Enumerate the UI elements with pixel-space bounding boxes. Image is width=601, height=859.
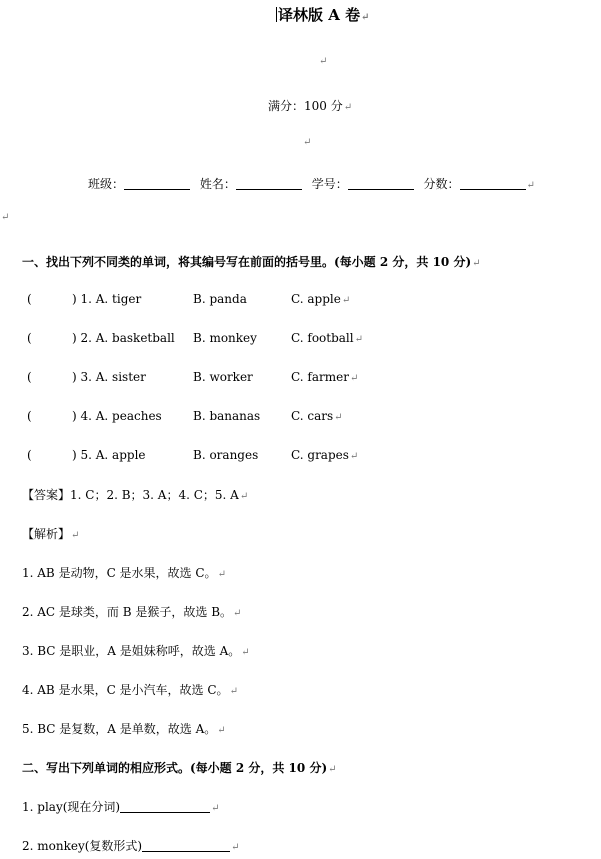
question-option-b: B. oranges [193, 448, 259, 462]
paragraph-mark-icon: ↵ [319, 56, 328, 67]
paragraph-mark-icon: ↵ [328, 764, 337, 775]
paragraph-mark-icon: ↵ [231, 842, 240, 853]
paragraph-mark-icon: ↵ [241, 647, 250, 658]
fill-item [22, 837, 240, 854]
paragraph-mark-icon: ↵ [229, 686, 238, 697]
student-info-line [88, 175, 535, 192]
paragraph-mark-icon: ↵ [211, 803, 220, 814]
paragraph-mark-icon: ↵ [526, 180, 535, 191]
section-1-heading-line [22, 253, 481, 270]
fill-blank[interactable] [120, 800, 210, 813]
paragraph-mark-icon: ↵ [303, 137, 312, 148]
paragraph-mark-icon: ↵ [1, 212, 10, 223]
fill-item-text: 2. monkey(复数形式) [22, 839, 143, 853]
question-option-c: C. apple [291, 292, 341, 306]
document-title-line [276, 4, 369, 25]
name-blank[interactable] [236, 177, 302, 190]
answer-paren-open: ( [27, 448, 32, 462]
paragraph-mark-icon: ↵ [354, 334, 363, 345]
question-option-a: ) 4. A. peaches [72, 409, 162, 423]
question-option-b: B. panda [193, 292, 247, 306]
section-1-heading: 一、找出下列不同类的单词，将其编号写在前面的括号里。(每小题 2 分，共 10 分) [22, 255, 472, 269]
question-row [0, 331, 601, 347]
class-blank[interactable] [124, 177, 190, 190]
question-option-c-line [291, 292, 350, 306]
analysis-label: 【解析】 [22, 527, 71, 541]
question-row [0, 409, 601, 425]
question-option-c-line [291, 409, 343, 423]
student-id-blank[interactable] [348, 177, 414, 190]
paragraph-mark-icon: ↵ [341, 295, 351, 306]
paragraph-mark-icon: ↵ [349, 451, 359, 462]
paragraph-mark-icon: ↵ [334, 412, 343, 423]
analysis-text: 5. BC 是复数，A 是单数，故选 A。 [22, 722, 217, 736]
analysis-label-line [22, 525, 79, 542]
question-row [0, 292, 601, 308]
question-option-b: B. worker [193, 370, 253, 384]
paragraph-mark-icon: ↵ [233, 608, 242, 619]
analysis-text: 1. AB 是动物，C 是水果，故选 C。 [22, 566, 217, 580]
score-blank[interactable] [460, 177, 526, 190]
paragraph-mark-icon: ↵ [343, 102, 353, 113]
paragraph-mark-icon: ↵ [361, 12, 370, 23]
paragraph-mark-icon: ↵ [217, 725, 226, 736]
analysis-item [22, 720, 226, 737]
analysis-text: 4. AB 是水果，C 是小汽车，故选 C。 [22, 683, 229, 697]
answer-paren-open: ( [27, 409, 32, 423]
question-option-c: C. cars [291, 409, 334, 423]
analysis-text: 2. AC 是球类，而 B 是猴子，故选 B。 [22, 605, 233, 619]
analysis-text: 3. BC 是职业，A 是姐妹称呼，故选 A。 [22, 644, 241, 658]
score-label: 分数： [423, 177, 460, 191]
question-option-c-line [291, 370, 358, 384]
answer-paren-open: ( [27, 370, 32, 384]
paragraph-mark-icon: ↵ [472, 258, 481, 269]
full-score-line [268, 97, 352, 114]
question-option-c: C. grapes [291, 448, 349, 462]
question-option-c-line [291, 448, 358, 462]
fill-item-text: 1. play(现在分词) [22, 800, 121, 814]
text-cursor [276, 7, 277, 22]
answer-paren-open: ( [27, 331, 32, 345]
question-option-b: B. monkey [193, 331, 257, 345]
question-option-a: ) 2. A. basketball [72, 331, 175, 345]
class-label: 班级： [88, 177, 125, 191]
name-label: 姓名： [199, 177, 236, 191]
document-title: 译林版 A 卷 [278, 6, 361, 24]
question-option-b: B. bananas [193, 409, 261, 423]
question-option-a: ) 3. A. sister [72, 370, 146, 384]
question-row [0, 448, 601, 464]
full-score: 满分：100 分 [268, 99, 343, 113]
question-option-c-line [291, 331, 363, 345]
question-row [0, 370, 601, 386]
analysis-item [22, 564, 226, 581]
analysis-item [22, 603, 241, 620]
answer-line [22, 486, 248, 503]
analysis-item [22, 642, 250, 659]
paragraph-mark-icon: ↵ [71, 530, 80, 541]
student-id-label: 学号： [311, 177, 348, 191]
answer-paren-open: ( [27, 292, 32, 306]
paragraph-mark-icon: ↵ [349, 373, 359, 384]
fill-item [22, 798, 219, 815]
section-2-heading: 二、写出下列单词的相应形式。(每小题 2 分，共 10 分) [22, 761, 328, 775]
question-option-a: ) 1. A. tiger [72, 292, 142, 306]
paragraph-mark-icon: ↵ [239, 491, 249, 502]
question-option-a: ) 5. A. apple [72, 448, 146, 462]
answer-key: 【答案】1. C；2. B；3. A；4. C；5. A [22, 488, 239, 502]
question-option-c: C. farmer [291, 370, 349, 384]
paragraph-mark-icon: ↵ [217, 569, 226, 580]
question-option-c: C. football [291, 331, 354, 345]
analysis-item [22, 681, 238, 698]
section-2-heading-line [22, 759, 337, 776]
fill-blank[interactable] [142, 839, 230, 852]
